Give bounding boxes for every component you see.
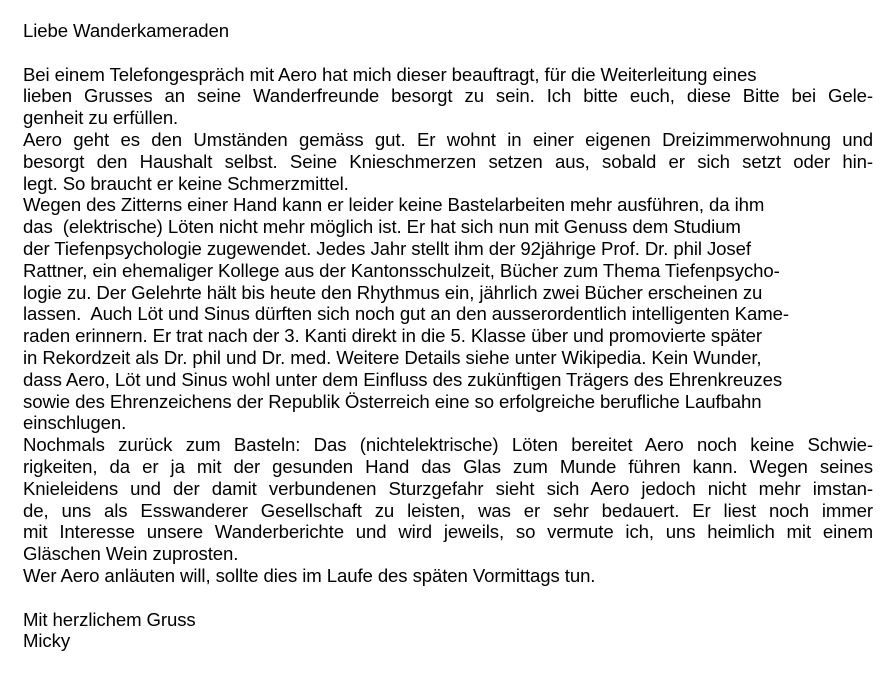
body-line: rigkeiten, da er ja mit der gesunden Hand das Glas zum Munde führen kann. Wegen seines (23, 455, 873, 477)
body-line: Wegen des Zitterns einer Hand kann er leider keine Bastelarbeiten mehr ausführen, da ihm (23, 194, 765, 216)
blank-line (23, 42, 873, 64)
body-line: Knieleidens und der damit verbundenen Sturzgefahr sieht sich Aero jedoch nicht mehr imstan- (23, 477, 873, 499)
body-line: Wer Aero anläuten will, sollte dies im Laufe des späten Vormittags tun. (23, 564, 596, 586)
greeting: Liebe Wanderkameraden (23, 20, 229, 41)
letter (23, 20, 873, 652)
body-line: sowie des Ehrenzeichens der Republik Österreich eine so erfolgreiche berufliche Laufbahn (23, 390, 762, 412)
body-line: Rattner, ein ehemaliger Kollege aus der Kantonsschulzeit, Bücher zum Thema Tiefenpsycho- (23, 259, 780, 281)
body-line: logie zu. Der Gelehrte hält bis heute den Rhythmus ein, jährlich zwei Bücher erscheinen zu (23, 281, 763, 303)
body-line: der Tiefenpsychologie zugewendet. Jedes Jahr stellt ihm der 92jährige Prof. Dr. phil Josef (23, 237, 751, 259)
body-line: dass Aero, Löt und Sinus wohl unter dem Einfluss des zukünftigen Trägers des Ehrenkreuzes (23, 368, 783, 390)
body-line: lieben Grusses an seine Wanderfreunde besorgt zu sein. Ich bitte euch, diese Bitte bei Gele- (23, 85, 873, 107)
body-line: genheit zu erfüllen. (23, 107, 179, 129)
body-line: einschlugen. (23, 412, 127, 434)
body-line: Gläschen Wein zuprosten. (23, 543, 239, 565)
body-line: mit Interesse unsere Wanderberichte und wird jeweils, so vermute ich, uns heimlich mit einem (23, 521, 873, 543)
body-line: raden erinnern. Er trat nach der 3. Kanti direkt in die 5. Klasse über und promovierte später (23, 325, 762, 347)
body-line: de, uns als Esswanderer Gesellschaft zu leisten, was er sehr bedauert. Er liest noch immer (23, 499, 873, 521)
body-line: Aero geht es den Umständen gemäss gut. Er wohnt in einer eigenen Dreizimmerwohnung und (23, 128, 873, 150)
body-line: in Rekordzeit als Dr. phil und Dr. med. Weitere Details siehe unter Wikipedia. Kein Wunder, (23, 346, 762, 368)
body-line: besorgt den Haushalt selbst. Seine Knieschmerzen setzen aus, sobald er sich setzt oder hin- (23, 150, 873, 172)
body-line: Nochmals zurück zum Basteln: Das (nichtelektrische) Löten bereitet Aero noch keine Schwie- (23, 434, 873, 456)
letter-body (23, 64, 873, 587)
body-line: Bei einem Telefongespräch mit Aero hat mich dieser beauftragt, für die Weiterleitung eines (23, 63, 757, 85)
signature: Micky (23, 630, 71, 652)
blank-line (23, 587, 873, 609)
body-line: das (elektrische) Löten nicht mehr möglich ist. Er hat sich nun mit Genuss dem Studium (23, 216, 741, 238)
closing: Mit herzlichem Gruss (23, 608, 196, 630)
body-line: legt. So braucht er keine Schmerzmittel. (23, 172, 349, 194)
body-line: lassen. Auch Löt und Sinus dürften sich noch gut an den ausserordentlich intelligenten Kame- (23, 303, 789, 325)
